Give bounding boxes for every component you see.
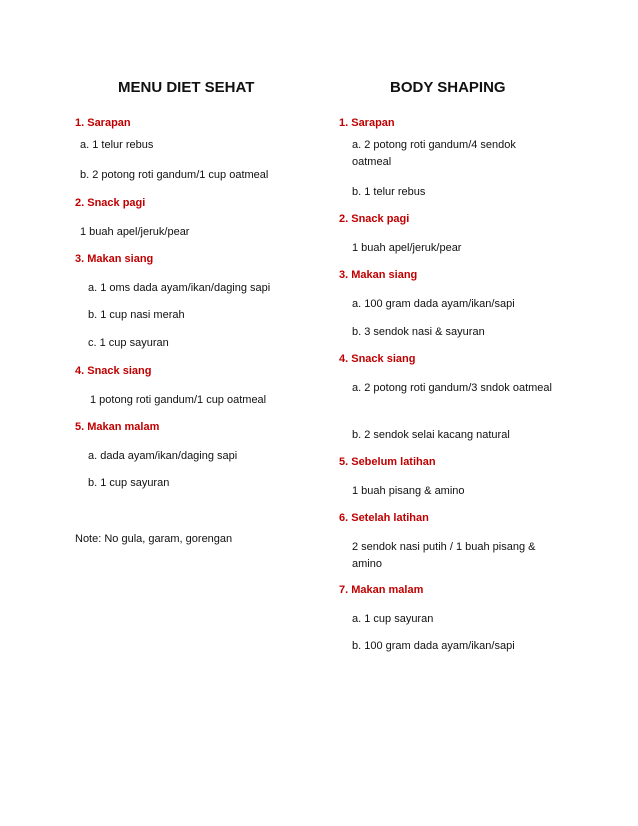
right-section-3-item-1: a. 100 gram dada ayam/ikan/sapi xyxy=(352,298,515,310)
right-section-1-item-1: a. 2 potong roti gandum/4 sendok oatmeal xyxy=(352,139,516,168)
right-section-6-item-1: 2 sendok nasi putih / 1 buah pisang & amino xyxy=(352,541,536,570)
left-section-1-item-2: b. 2 potong roti gandum/1 cup oatmeal xyxy=(80,169,269,181)
left-section-5-item-1: a. dada ayam/ikan/daging sapi xyxy=(88,450,238,462)
right-section-5-item-1: 1 buah pisang & amino xyxy=(352,485,465,497)
left-section-2-heading: 2. Snack pagi xyxy=(75,197,146,209)
left-section-4-item-1: 1 potong roti gandum/1 cup oatmeal xyxy=(90,394,267,406)
right-section-2-item-1: 1 buah apel/jeruk/pear xyxy=(352,242,462,254)
right-section-3-item-2: b. 3 sendok nasi & sayuran xyxy=(352,326,485,338)
right-section-7-item-1: a. 1 cup sayuran xyxy=(352,613,434,625)
right-section-1-heading: 1. Sarapan xyxy=(339,117,395,129)
right-section-7-item-2: b. 100 gram dada ayam/ikan/sapi xyxy=(352,640,515,652)
left-section-4-heading: 4. Snack siang xyxy=(75,365,152,377)
right-section-1-item-2: b. 1 telur rebus xyxy=(352,186,426,198)
right-section-7-heading: 7. Makan malam xyxy=(339,584,424,596)
left-section-5-item-2: b. 1 cup sayuran xyxy=(88,477,170,489)
left-section-3-item-2: b. 1 cup nasi merah xyxy=(88,309,185,321)
right-section-5-heading: 5. Sebelum latihan xyxy=(339,456,436,468)
right-section-4-item-1: a. 2 potong roti gandum/3 sndok oatmeal xyxy=(352,382,552,394)
left-section-1-item-1: a. 1 telur rebus xyxy=(80,139,154,151)
left-section-5-heading: 5. Makan malam xyxy=(75,421,160,433)
left-note: Note: No gula, garam, gorengan xyxy=(75,533,233,545)
right-section-4-item-2: b. 2 sendok selai kacang natural xyxy=(352,429,510,441)
right-title: BODY SHAPING xyxy=(390,79,506,96)
right-section-2-heading: 2. Snack pagi xyxy=(339,213,410,225)
left-section-1-heading: 1. Sarapan xyxy=(75,117,131,129)
right-section-3-heading: 3. Makan siang xyxy=(339,269,418,281)
left-title: MENU DIET SEHAT xyxy=(118,79,255,96)
left-section-3-heading: 3. Makan siang xyxy=(75,253,154,265)
left-section-3-item-3: c. 1 cup sayuran xyxy=(88,337,169,349)
left-section-2-item-1: 1 buah apel/jeruk/pear xyxy=(80,226,190,238)
right-section-4-heading: 4. Snack siang xyxy=(339,353,416,365)
left-section-3-item-1: a. 1 oms dada ayam/ikan/daging sapi xyxy=(88,282,271,294)
right-section-6-heading: 6. Setelah latihan xyxy=(339,512,429,524)
